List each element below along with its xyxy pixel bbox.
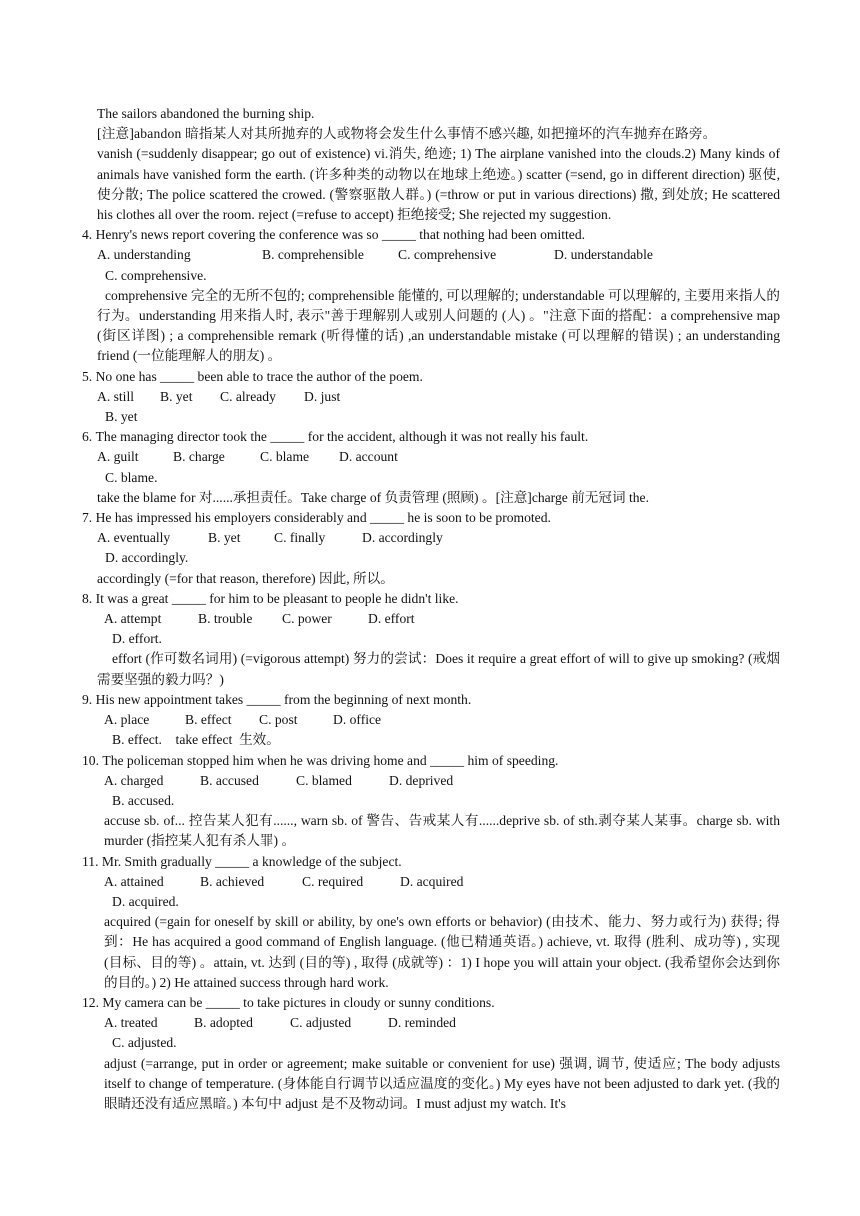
option-d: D. deprived [389, 772, 454, 788]
explanation: take the blame for 对......承担责任。Take charge of 负责管理 (照顾) 。[注意]charge 前无冠词 the. [97, 489, 649, 505]
option-c: C. adjusted [290, 1015, 352, 1031]
option-a: A. place [104, 712, 150, 728]
option-c: C. post [259, 712, 298, 728]
answer: D. accordingly. [105, 550, 189, 566]
question-stem: No one has _____ been able to trace the author of the poem. [95, 368, 423, 384]
option-d: D. accordingly [362, 530, 443, 546]
option-c: C. blamed [296, 772, 352, 788]
option-d: D. office [333, 712, 382, 728]
answer: C. adjusted. [112, 1035, 177, 1051]
question-10 [82, 751, 780, 852]
option-d: D. just [304, 388, 341, 404]
intro-line: The sailors abandoned the burning ship. [97, 106, 315, 121]
question-stem: Henry's news report covering the conference was so _____ that nothing had been omitted. [95, 227, 586, 243]
explanation: accuse sb. of... 控告某人犯有......, warn sb. of 警告、告戒某人有......deprive sb. of sth.剥夺某人某事。charge sb. with murder (指控某人犯有杀人罪) 。 [104, 813, 780, 849]
question-stem: The managing director took the _____ for the accident, although it was not really his fault. [95, 429, 589, 445]
option-a: A. guilt [97, 449, 139, 465]
question-6 [82, 427, 780, 508]
question-4 [82, 225, 780, 366]
option-c: C. power [282, 611, 332, 627]
options-row [104, 609, 780, 629]
option-c: C. comprehensive [398, 247, 497, 263]
explanation: effort (作可数名词用) (=vigorous attempt) 努力的尝试：Does it require a great effort of will to give up smoking? (戒烟需要坚强的毅力吗？) [97, 651, 780, 687]
options-row [97, 387, 780, 407]
option-b: B. accused [200, 772, 259, 788]
explanation: accordingly (=for that reason, therefore) 因此, 所以。 [97, 570, 394, 586]
question-number: 11. [82, 853, 102, 869]
question-11 [82, 852, 780, 993]
question-number: 7. [82, 510, 96, 526]
options-row [97, 447, 780, 467]
option-a: A. still [97, 388, 135, 404]
question-5 [82, 367, 780, 428]
options-row [104, 710, 780, 730]
question-number: 9. [82, 691, 96, 707]
question-number: 5. [82, 368, 96, 384]
question-number: 6. [82, 429, 96, 445]
explanation: adjust (=arrange, put in order or agreement; make suitable or convenient for use) 强调, 调节, 使适应; The body adjusts itself to change of temperature. (身体能自行调节以适应温度的变化。) My eyes have not been adjusted to dark yet. (我的眼睛还没有适应黑暗。) 本句中 adjust 是不及物动词。I must adjust my watch. It's [104, 1055, 780, 1111]
explanation: comprehensive 完全的无所不包的; comprehensible 能懂的, 可以理解的; understandable 可以理解的, 主要用来指人的行为。understanding 用来指人时, 表示"善于理解别人或别人问题的 (人) 。"注意下面的搭配：a comprehensive map (街区详图) ; a comprehensible remark (听得懂的话) ,an understandable mistake (可以理解的错误) ; an understanding friend (一位能理解人的朋友) 。 [97, 287, 780, 364]
option-d: D. account [339, 449, 398, 465]
question-12 [82, 993, 780, 1114]
intro-line: [注意]abandon 暗指某人对其所抛弃的人或物将会发生什么事情不感兴趣, 如把撞坏的汽车抛弃在路旁。 [97, 126, 717, 142]
options-row [104, 872, 780, 892]
option-d: D. effort [368, 611, 415, 627]
option-a: A. understanding [97, 247, 191, 263]
answer: C. comprehensive. [105, 267, 207, 283]
option-c: C. required [302, 873, 364, 889]
option-c: C. finally [274, 530, 326, 546]
option-b: B. comprehensible [262, 247, 364, 263]
option-a: A. eventually [97, 530, 171, 546]
option-d: D. reminded [388, 1015, 456, 1031]
option-d: D. acquired [400, 873, 464, 889]
options-row [97, 245, 780, 265]
question-stem: He has impressed his employers considerably and _____ he is soon to be promoted. [95, 510, 551, 526]
explanation: acquired (=gain for oneself by skill or ability, by one's own efforts or behavior) (由技术、能力、努力或行为) 获得; 得到：He has acquired a good command of English language. (他已精通英语。) achieve, vt. 取得 (胜利、成功等) , 实现 (目标、目的等) 。attain, vt. 达到 (目的等) , 取得 (成就等) ：1) I hope you will attain your object. (我希望你会达到你的目的。) 2) He attained success through hard work. [104, 914, 780, 990]
option-b: B. adopted [194, 1015, 253, 1031]
options-row [97, 528, 780, 548]
answer: D. acquired. [112, 893, 179, 909]
question-stem: The policeman stopped him when he was driving home and _____ him of speeding. [102, 752, 559, 768]
answer: B. effect. take effect 生效。 [112, 732, 280, 748]
question-9 [82, 690, 780, 751]
option-a: A. attempt [104, 611, 162, 627]
question-7 [82, 508, 780, 589]
question-number: 10. [82, 752, 103, 768]
option-b: B. achieved [200, 873, 265, 889]
option-b: B. trouble [198, 611, 253, 627]
option-b: B. charge [173, 449, 225, 465]
question-stem: My camera can be _____ to take pictures in cloudy or sunny conditions. [102, 994, 495, 1010]
intro-section [97, 104, 780, 225]
question-stem: It was a great _____ for him to be pleasant to people he didn't like. [95, 590, 459, 606]
question-stem: Mr. Smith gradually _____ a knowledge of the subject. [101, 853, 402, 869]
question-8 [82, 589, 780, 690]
answer: D. effort. [112, 631, 162, 647]
option-c: C. blame [260, 449, 310, 465]
option-b: B. yet [208, 530, 241, 546]
option-c: C. already [220, 388, 276, 404]
option-a: A. charged [104, 772, 164, 788]
option-d: D. understandable [554, 247, 653, 263]
option-b: B. effect [185, 712, 232, 728]
question-number: 8. [82, 590, 96, 606]
answer: C. blame. [105, 469, 158, 485]
question-stem: His new appointment takes _____ from the beginning of next month. [95, 691, 472, 707]
answer: B. accused. [112, 792, 175, 808]
option-a: A. treated [104, 1015, 158, 1031]
options-row [104, 1013, 780, 1033]
option-b: B. yet [160, 388, 193, 404]
intro-paragraph: vanish (=suddenly disappear; go out of existence) vi.消失, 绝迹; 1) The airplane vanished into the clouds.2) Many kinds of animals have vanished form the earth. (许多种类的动物以在地球上绝迹。) scatter (=send, go in different direction) 驱使, 使分散; The police scattered the crowed. (警察驱散人群。) (=throw or put in various directions) 撒, 到处放; He scattered his clothes all over the room. reject (=refuse to accept) 拒绝接受; She rejected my suggestion. [97, 146, 780, 223]
option-a: A. attained [104, 873, 164, 889]
question-number: 12. [82, 994, 103, 1010]
options-row [104, 771, 780, 791]
answer: B. yet [105, 409, 138, 425]
question-number: 4. [82, 227, 96, 243]
